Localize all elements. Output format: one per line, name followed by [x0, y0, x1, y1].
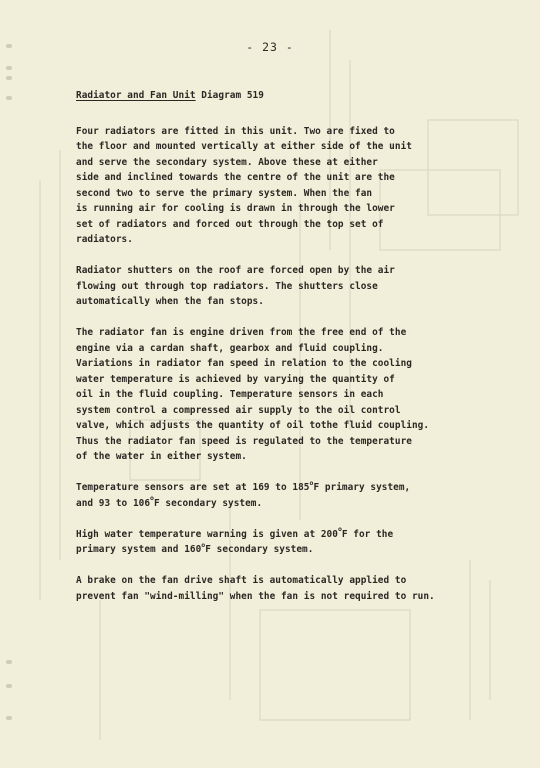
text-line — [76, 527, 456, 543]
paragraph — [76, 124, 456, 248]
text-line: Variations in radiator fan speed in relation to the cooling — [76, 358, 412, 369]
text-line: water temperature is achieved by varying the quantity of — [76, 373, 395, 385]
text-segment: F secondary system. — [205, 544, 314, 555]
text-line: of the water in either system. — [76, 451, 247, 462]
text-line: Thus the radiator fan speed is regulated to the temperature — [76, 435, 412, 447]
document-body — [76, 88, 456, 620]
text-line: Radiator shutters on the roof are forced open by the air — [76, 265, 395, 276]
text-line — [76, 542, 456, 558]
paragraph — [76, 325, 456, 465]
text-line: automatically when the fan stops. — [76, 296, 264, 307]
text-segment: High water temperature warning is given at 200 — [76, 528, 338, 540]
paragraph — [76, 573, 456, 604]
text-line: the floor and mounted vertically at either side of the unit — [76, 141, 412, 152]
section-title-underlined: Radiator and Fan Unit — [76, 90, 196, 101]
text-line: and serve the secondary system. Above these at either — [76, 156, 378, 168]
paragraph — [76, 480, 456, 511]
text-line: valve, which adjusts the quantity of oil tothe fluid coupling. — [76, 420, 430, 431]
paragraph — [76, 527, 456, 558]
text-line: radiators. — [76, 234, 133, 245]
text-line: Four radiators are fitted in this unit. Two are fixed to — [76, 125, 395, 137]
text-line: The radiator fan is engine driven from the free end of the — [76, 327, 407, 338]
text-line — [76, 480, 456, 496]
text-line: side and inclined towards the centre of the unit are the — [76, 172, 395, 183]
degree-mark: o — [337, 525, 342, 534]
text-line: A brake on the fan drive shaft is automatically applied to — [76, 575, 407, 586]
text-segment: and 93 to 106 — [76, 497, 151, 509]
text-line: is running air for cooling is drawn in through the lower — [76, 203, 395, 214]
page-number: - 23 - — [246, 40, 294, 54]
section-title-diagram: Diagram 519 — [195, 90, 264, 101]
text-segment: F secondary system. — [154, 497, 263, 509]
degree-mark: o — [150, 494, 154, 503]
text-line: engine via a cardan shaft, gearbox and fluid coupling. — [76, 342, 384, 354]
text-segment: F for the — [341, 528, 394, 540]
text-segment: F primary system, — [313, 482, 411, 493]
text-line: system control a compressed air supply to the oil control — [76, 404, 401, 416]
section-title — [76, 88, 456, 104]
degree-mark: o — [309, 478, 314, 487]
text-line: flowing out through top radiators. The shutters close — [76, 280, 378, 292]
degree-mark: o — [201, 540, 206, 549]
paragraph — [76, 263, 456, 310]
text-line: prevent fan "wind-milling" when the fan is not required to run. — [76, 590, 435, 602]
text-line — [76, 496, 456, 512]
paragraphs — [76, 124, 456, 605]
text-segment: Temperature sensors are set at 169 to 185 — [76, 482, 310, 493]
text-line: set of radiators and forced out through the top set of — [76, 218, 384, 230]
text-line: oil in the fluid coupling. Temperature sensors in each — [76, 389, 384, 400]
text-line: second two to serve the primary system. When the fan — [76, 187, 373, 199]
text-segment: primary system and 160 — [76, 544, 202, 555]
